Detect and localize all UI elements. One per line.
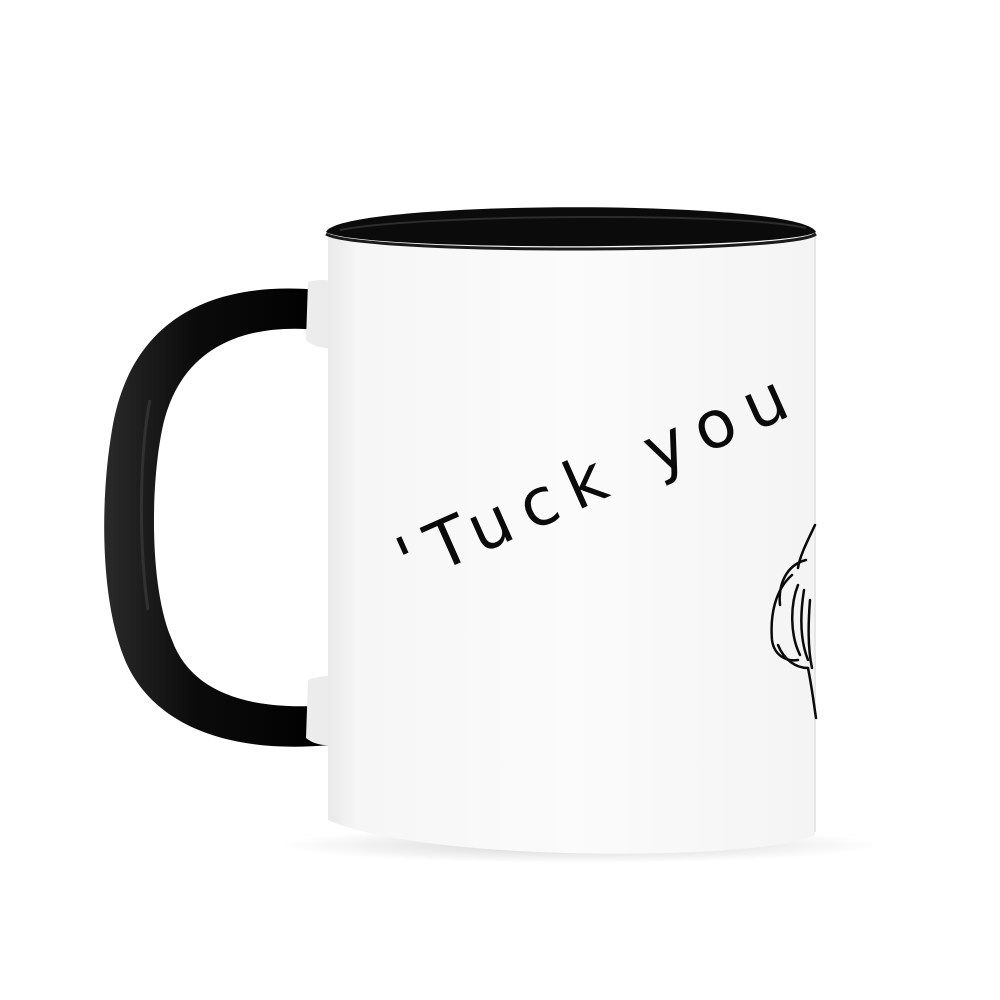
- mug-print-text: 'Tuck you: [385, 353, 813, 600]
